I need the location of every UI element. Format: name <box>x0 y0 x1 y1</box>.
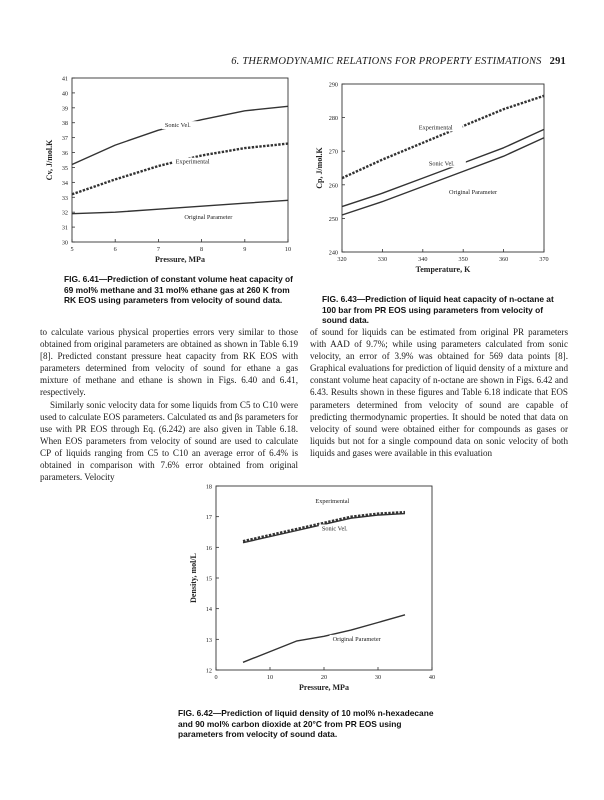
fig641-annotation-label: Sonic Vel. <box>164 122 191 130</box>
fig642-ytick-label: 17 <box>205 514 212 522</box>
fig641-xtick-label: 10 <box>284 246 292 253</box>
fig643-xtick-label: 370 <box>539 256 549 263</box>
body-left-column <box>40 326 298 483</box>
fig641-ytick-label: 33 <box>61 194 68 202</box>
fig643-annotation-label: Sonic Vel. <box>428 160 455 168</box>
fig643-ytick-label: 280 <box>328 115 338 123</box>
fig642-xtick-label: 30 <box>374 674 382 681</box>
fig641-ytick-label: 35 <box>61 164 68 172</box>
fig643-xtick-label: 340 <box>418 256 428 263</box>
fig642-ytick-label: 13 <box>205 636 212 644</box>
fig642-ytick-label: 12 <box>205 667 212 675</box>
fig641-series-sonic-vel <box>72 106 288 164</box>
fig643-x-axis-title: Temperature, K <box>415 265 471 274</box>
fig641-y-axis-title: Cv, J/mol.K <box>45 139 54 181</box>
fig643-xtick-label: 350 <box>458 256 468 263</box>
fig641-ytick-label: 30 <box>61 239 68 247</box>
fig643-y-axis-title: Cp, J/mol.K <box>315 147 324 189</box>
fig641-ytick-label: 41 <box>61 75 68 83</box>
figure-6-43-chart <box>312 74 574 288</box>
fig643-ytick-label: 250 <box>328 215 338 223</box>
fig641-ytick-label: 39 <box>61 105 68 113</box>
fig641-ytick-label: 38 <box>61 120 68 128</box>
fig642-ytick-label: 14 <box>205 606 212 614</box>
fig641-ytick-label: 31 <box>61 224 68 232</box>
fig641-annotation-label: Experimental <box>175 158 210 166</box>
fig641-series-experimental <box>72 144 288 195</box>
fig643-ytick-label: 270 <box>328 148 338 156</box>
fig643-ytick-label: 260 <box>328 182 338 190</box>
fig642-ytick-label: 18 <box>205 483 212 491</box>
fig642-xtick-label: 10 <box>266 674 274 681</box>
fig642-xtick-label: 40 <box>428 674 436 681</box>
fig643-series-original-parameter <box>342 138 544 215</box>
fig641-ytick-label: 36 <box>61 150 68 158</box>
fig641-xtick-label: 8 <box>200 246 204 253</box>
fig642-xtick-label: 0 <box>214 674 218 681</box>
fig641-xtick-label: 9 <box>243 246 247 253</box>
body-left-paragraph-1: to calculate various physical properties errors very similar to those obtained from original parameters are obtained as shown in Table 6.19 [8]. Predicted constant pressure heat capacity from RK EOS with parameters determined from velocity of sound for ethane a gas mixture of methane and ethane is shown in Figs. 6.40 and 6.41, respectively. <box>40 327 298 398</box>
fig641-ytick-label: 32 <box>61 209 68 217</box>
fig642-annotation-label: Original Parameter <box>332 635 381 643</box>
figure-6-43-caption: FIG. 6.43—Prediction of liquid heat capacity of n-octane at 100 bar from PR EOS using parameters from velocity of sound data. <box>322 294 554 326</box>
fig642-x-axis-title: Pressure, MPa <box>299 683 349 692</box>
running-head-title: 6. THERMODYNAMIC RELATIONS FOR PROPERTY ESTIMATIONS <box>231 56 542 67</box>
fig642-ytick-label: 15 <box>205 575 212 583</box>
fig643-plot-frame <box>342 84 544 252</box>
fig641-x-axis-title: Pressure, MPa <box>155 255 205 264</box>
body-right-column <box>310 326 568 459</box>
fig641-ytick-label: 34 <box>61 179 68 187</box>
fig641-ytick-label: 37 <box>61 135 68 143</box>
running-head <box>231 56 566 67</box>
fig643-xtick-label: 330 <box>377 256 388 263</box>
fig642-annotation-label: Sonic Vel. <box>321 525 348 533</box>
fig643-series-sonic-vel <box>342 129 544 206</box>
body-left-paragraph-2: Similarly sonic velocity data for some liquids from C5 to C10 were used to calculate EOS parameters. Calculated αs and βs parameters for use with PR EOS through Eq. (6.242) are also given in Table 6.18. When EOS parameters from velocity of sound are used to calculate CP of liquids ranging from C5 to C10 an average error of 6.4% is obtained in comparison with 7.6% error obtained from original parameters. Velocity <box>40 399 298 483</box>
fig641-xtick-label: 7 <box>156 246 160 253</box>
fig643-annotation-label: Original Parameter <box>449 189 498 197</box>
fig642-xtick-label: 20 <box>320 674 328 681</box>
fig643-ytick-label: 290 <box>328 81 338 89</box>
fig643-xtick-label: 320 <box>337 256 347 263</box>
fig642-annotation-label: Experimental <box>315 497 350 505</box>
fig642-ytick-label: 16 <box>205 544 212 552</box>
fig641-annotation-label: Original Parameter <box>184 213 233 221</box>
page-number: 291 <box>549 56 566 67</box>
figure-6-42-chart <box>180 480 450 705</box>
fig642-y-axis-title: Density, mol/L <box>189 553 198 603</box>
figure-6-41-chart <box>40 70 310 275</box>
fig643-ytick-label: 240 <box>328 249 338 257</box>
fig641-series-original-parameter <box>72 200 288 213</box>
fig643-xtick-label: 360 <box>498 256 509 263</box>
fig641-ytick-label: 40 <box>61 90 68 98</box>
fig641-xtick-label: 6 <box>113 246 117 253</box>
fig643-annotation-label: Experimental <box>418 124 453 132</box>
figure-6-41-caption: FIG. 6.41—Prediction of constant volume heat capacity of 69 mol% methane and 31 mol% ethane gas at 260 K from RK EOS using parameters from velocity of sound data. <box>64 274 293 306</box>
body-right-paragraph-1: of sound for liquids can be estimated from original PR parameters with AAD of 9.7%; while using parameters calculated from sonic velocity, an error of 3.9% was obtained for 569 data points [8]. Graphical evaluations for prediction of liquid density of a mixture and constant volume heat capacity of n-octane are shown in Figs. 6.42 and 6.43. Results shown in these figures and Table 6.18 indicate that EOS parameters determined from velocity of sound are capable of predicting thermodynamic properties. It should be noted that data on velocity of sound were obtained either for compounds as gases or liquids but not for a single compound data on sonic velocity of both liquids and gases were available in this evaluation <box>310 327 568 458</box>
fig641-xtick-label: 5 <box>70 246 74 253</box>
figure-6-42-caption: FIG. 6.42—Prediction of liquid density of 10 mol% n-hexadecane and 90 mol% carbon dioxide at 20°C from PR EOS using parameters from velocity of sound data. <box>178 708 434 740</box>
